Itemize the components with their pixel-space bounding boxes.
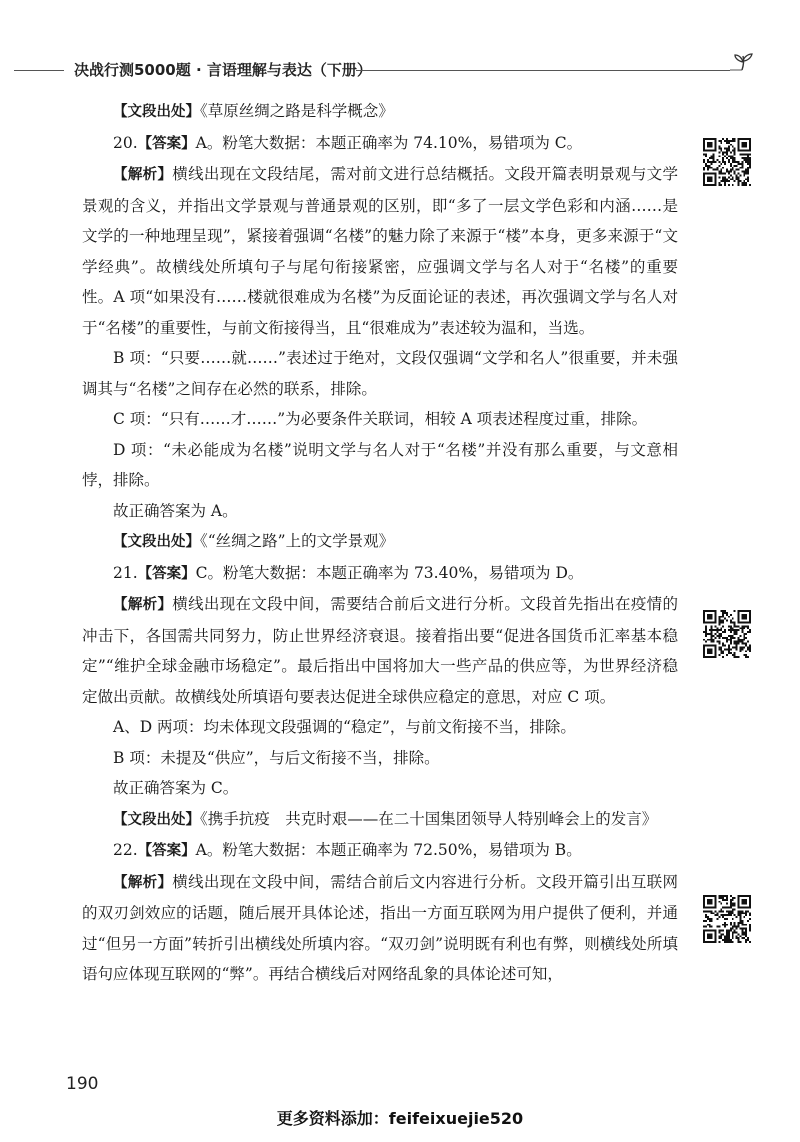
answer-line-20 [82,128,678,160]
source-tag: 【文段出处】 [113,104,200,120]
book-title: 决战行测5000题 · 言语理解与表达（下册） [74,61,372,79]
answer-tag: 【答案】 [137,135,196,152]
question-number: 20. [113,133,138,152]
answer-tag: 【答案】 [137,843,196,859]
qr-code-icon[interactable] [703,610,751,658]
source-tag: 【文段出处】 [113,534,200,550]
answer-text: A。粉笔大数据：本题正确率为 72.50%，易错项为 B。 [195,841,582,859]
analysis-text: 横线出现在文段中间，需结合前后文内容进行分析。文段开篇引出互联网的双刃剑效应的话题，随后展开具体论述，指出一方面互联网为用户提供了便利，并通过“但另一方面”转折引出横线处所填内容。“双刃剑”说明既有利也有弊，则横线处所填语句应体现互联网的“弊”。再结合横线后对网络乱象的具体论述可知， [82,872,678,983]
answer-explanations [82,96,678,990]
qr-code-icon[interactable] [703,138,751,186]
answer-line-21 [82,558,678,590]
source-note-22 [82,804,678,836]
answer-line-22 [82,835,678,867]
analysis-20 [82,159,678,343]
option-d-note-20: D 项：“未必能成为名楼”说明文学与名人对于“名楼”并没有那么重要，与文意相悖，排除。 [82,440,678,489]
conclusion-21: 故正确答案为 C。 [113,779,239,797]
header-rule-right [356,70,730,71]
analysis-tag: 【解析】 [113,874,173,891]
conclusion-20: 故正确答案为 A。 [113,501,238,520]
source-title: 《草原丝绸之路是科学概念》 [200,102,394,120]
option-c-note-20: C 项：“只有……才……”为必要条件关联词，相较 A 项表述程度过重，排除。 [113,410,648,428]
analysis-22 [82,867,678,990]
question-number: 21. [113,563,138,582]
source-note-21 [82,526,678,558]
analysis-tag: 【解析】 [113,167,173,183]
page-number: 190 [66,1074,99,1094]
source-title: 《“丝绸之路”上的文学景观》 [200,532,395,550]
answer-text: A。粉笔大数据：本题正确率为 74.10%，易错项为 C。 [195,133,583,152]
question-number: 22. [113,841,138,859]
analysis-text: 横线出现在文段结尾，需对前文进行总结概括。文段开篇表明景观与文学景观的含义，并指出文学景观与普通景观的区别，即“多了一层文学色彩和内涵……是文学的一种地理呈现”，紧接着强调“名楼”的魅力除了来源于“楼”本身，更多来源于“文学经典”。故横线处所填句子与尾句衔接紧密，应强调文学与名人对于“名楼”的重要性。A 项“如果没有……楼就很难成为名楼”为反面论证的表述，再次强调文学与名人对于“名楼”的重要性，与前文衔接得当，且“很难成为”表述较为温和，当选。 [82,165,678,337]
watermark-text: 更多资料添加：feifeixuejie520 [276,1109,524,1128]
option-b-note-21: B 项：未提及“供应”，与后文衔接不当，排除。 [113,748,440,767]
qr-code-icon[interactable] [703,895,751,943]
source-tag: 【文段出处】 [113,811,200,828]
analysis-tag: 【解析】 [113,597,173,613]
answer-tag: 【答案】 [137,565,196,582]
analysis-21 [82,589,678,712]
header-rule-left [14,70,64,71]
running-header [0,56,800,82]
option-ad-note-21: A、D 两项：均未体现文段强调的“稳定”，与前文衔接不当，排除。 [113,718,576,736]
source-note-20 [82,96,678,128]
sprout-icon [728,52,758,82]
source-title: 《携手抗疫 共克时艰——在二十国集团领导人特别峰会上的发言》 [200,809,658,828]
option-b-note-20: B 项：“只要……就……”表述过于绝对，文段仅强调“文学和名人”很重要，并未强调其与“名楼”之间存在必然的联系，排除。 [82,349,678,398]
analysis-text: 横线出现在文段中间，需要结合前后文进行分析。文段首先指出在疫情的冲击下，各国需共同努力，防止世界经济衰退。接着指出要“促进各国货币汇率基本稳定”“维护全球金融市场稳定”。最后指出中国将加大一些产品的供应等，为世界经济稳定做出贡献。故横线处所填语句要表达促进全球供应稳定的意思，对应 C 项。 [82,595,678,706]
answer-text: C。粉笔大数据：本题正确率为 73.40%，易错项为 D。 [195,563,584,582]
